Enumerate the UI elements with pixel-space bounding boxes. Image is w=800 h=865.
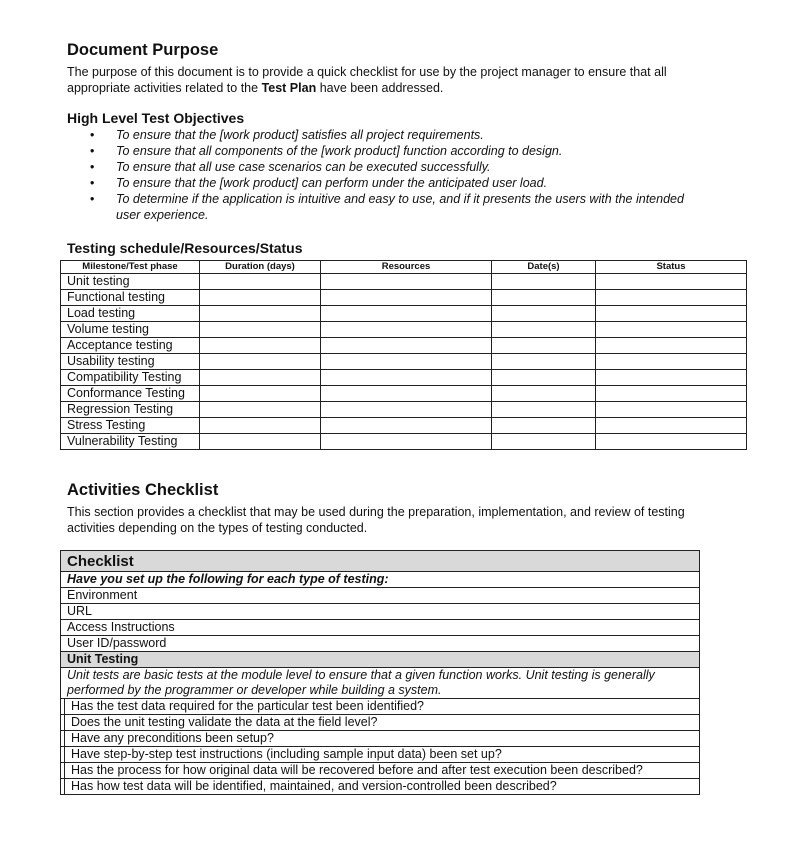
setup-item xyxy=(61,604,700,620)
empty-cell[interactable] xyxy=(321,434,492,450)
purpose-paragraph xyxy=(67,64,707,96)
setup-item-text: User ID/password xyxy=(61,636,700,652)
empty-cell[interactable] xyxy=(596,434,747,450)
empty-cell[interactable] xyxy=(321,354,492,370)
bullet-icon: • xyxy=(90,144,95,158)
table-row xyxy=(61,402,747,418)
checklist-question xyxy=(61,747,700,763)
activities-heading: Activities Checklist xyxy=(67,481,219,499)
empty-cell[interactable] xyxy=(200,338,321,354)
question-text: Has how test data will be identified, maintained, and version-controlled been described? xyxy=(65,779,700,795)
table-row xyxy=(61,354,747,370)
checklist-question xyxy=(61,763,700,779)
question-text: Has the test data required for the particular test been identified? xyxy=(65,699,700,715)
schedule-table xyxy=(60,260,747,450)
objectives-heading: High Level Test Objectives xyxy=(67,110,245,126)
schedule-heading: Testing schedule/Resources/Status xyxy=(67,240,303,256)
objective-item xyxy=(90,143,690,159)
table-row xyxy=(61,274,747,290)
empty-cell[interactable] xyxy=(492,306,596,322)
objective-text: To ensure that the [work product] satisfies all project requirements. xyxy=(116,128,484,142)
empty-cell[interactable] xyxy=(321,290,492,306)
phase-cell: Vulnerability Testing xyxy=(61,434,200,450)
empty-cell[interactable] xyxy=(596,322,747,338)
objective-item xyxy=(90,127,690,143)
empty-cell[interactable] xyxy=(596,290,747,306)
objective-item xyxy=(90,191,690,223)
objective-text: To ensure that all use case scenarios can be executed successfully. xyxy=(116,160,491,174)
empty-cell[interactable] xyxy=(200,354,321,370)
objective-item xyxy=(90,175,690,191)
table-row xyxy=(61,370,747,386)
phase-cell: Acceptance testing xyxy=(61,338,200,354)
column-header: Status xyxy=(596,261,747,274)
unit-testing-description xyxy=(61,668,700,699)
unit-testing-header xyxy=(61,652,700,668)
phase-cell: Volume testing xyxy=(61,322,200,338)
checklist-question xyxy=(61,699,700,715)
empty-cell[interactable] xyxy=(200,418,321,434)
empty-cell[interactable] xyxy=(492,338,596,354)
table-row xyxy=(61,290,747,306)
empty-cell[interactable] xyxy=(321,402,492,418)
empty-cell[interactable] xyxy=(492,434,596,450)
setup-item xyxy=(61,588,700,604)
table-row xyxy=(61,322,747,338)
checklist-question xyxy=(61,731,700,747)
setup-item-text: URL xyxy=(61,604,700,620)
phase-cell: Usability testing xyxy=(61,354,200,370)
empty-cell[interactable] xyxy=(492,322,596,338)
table-row xyxy=(61,338,747,354)
empty-cell[interactable] xyxy=(596,418,747,434)
empty-cell[interactable] xyxy=(492,386,596,402)
empty-cell[interactable] xyxy=(596,386,747,402)
checklist-table xyxy=(60,550,700,795)
activities-paragraph: This section provides a checklist that may be used during the preparation, implementation, and review of testing activities depending on the types of testing conducted. xyxy=(67,505,685,535)
empty-cell[interactable] xyxy=(492,274,596,290)
setup-item-text: Access Instructions xyxy=(61,620,700,636)
empty-cell[interactable] xyxy=(321,418,492,434)
phase-cell: Regression Testing xyxy=(61,402,200,418)
empty-cell[interactable] xyxy=(596,370,747,386)
phase-cell: Conformance Testing xyxy=(61,386,200,402)
empty-cell[interactable] xyxy=(492,402,596,418)
empty-cell[interactable] xyxy=(596,274,747,290)
empty-cell[interactable] xyxy=(596,306,747,322)
unit-testing-description-text: Unit tests are basic tests at the module level to ensure that a given function works. Unit testing is generally performed by the programmer or developer while building a system. xyxy=(61,668,700,699)
checklist-header-text: Checklist xyxy=(61,551,700,572)
empty-cell[interactable] xyxy=(492,418,596,434)
empty-cell[interactable] xyxy=(321,322,492,338)
empty-cell[interactable] xyxy=(321,370,492,386)
empty-cell[interactable] xyxy=(200,386,321,402)
empty-cell[interactable] xyxy=(200,434,321,450)
objective-text: To ensure that all components of the [work product] function according to design. xyxy=(116,144,563,158)
table-row xyxy=(61,386,747,402)
checklist-prompt xyxy=(61,572,700,588)
bullet-icon: • xyxy=(90,128,95,142)
question-text: Have any preconditions been setup? xyxy=(65,731,700,747)
objectives-list xyxy=(90,127,690,223)
checklist-question xyxy=(61,779,700,795)
objective-text: To ensure that the [work product] can perform under the anticipated user load. xyxy=(116,176,548,190)
empty-cell[interactable] xyxy=(596,338,747,354)
empty-cell[interactable] xyxy=(596,402,747,418)
empty-cell[interactable] xyxy=(200,290,321,306)
empty-cell[interactable] xyxy=(321,338,492,354)
checklist-prompt-text: Have you set up the following for each type of testing: xyxy=(61,572,700,588)
phase-cell: Unit testing xyxy=(61,274,200,290)
setup-item xyxy=(61,620,700,636)
column-header: Resources xyxy=(321,261,492,274)
empty-cell[interactable] xyxy=(200,402,321,418)
checklist-question xyxy=(61,715,700,731)
table-row xyxy=(61,306,747,322)
empty-cell[interactable] xyxy=(200,274,321,290)
unit-testing-header-text: Unit Testing xyxy=(61,652,700,668)
setup-item xyxy=(61,636,700,652)
column-header: Milestone/Test phase xyxy=(61,261,200,274)
test-plan-bold: Test Plan xyxy=(261,81,317,95)
empty-cell[interactable] xyxy=(200,306,321,322)
document-purpose-heading: Document Purpose xyxy=(67,41,219,59)
phase-cell: Load testing xyxy=(61,306,200,322)
phase-cell: Compatibility Testing xyxy=(61,370,200,386)
bullet-icon: • xyxy=(90,192,95,206)
bullet-icon: • xyxy=(90,160,95,174)
empty-cell[interactable] xyxy=(492,370,596,386)
objective-text: To determine if the application is intuitive and easy to use, and if it presents the users with the intended user experience. xyxy=(116,192,684,222)
question-text: Does the unit testing validate the data at the field level? xyxy=(65,715,700,731)
empty-cell[interactable] xyxy=(321,306,492,322)
empty-cell[interactable] xyxy=(321,386,492,402)
purpose-text-end: have been addressed. xyxy=(316,81,444,95)
setup-item-text: Environment xyxy=(61,588,700,604)
question-text: Have step-by-step test instructions (including sample input data) been set up? xyxy=(65,747,700,763)
purpose-text: The purpose of this document is to provide a quick checklist for use by the project manager to ensure that all appropriate activities related to the xyxy=(67,65,667,95)
table-row xyxy=(61,434,747,450)
empty-cell[interactable] xyxy=(492,290,596,306)
empty-cell[interactable] xyxy=(321,274,492,290)
column-header: Duration (days) xyxy=(200,261,321,274)
phase-cell: Functional testing xyxy=(61,290,200,306)
bullet-icon: • xyxy=(90,176,95,190)
empty-cell[interactable] xyxy=(200,370,321,386)
table-row xyxy=(61,418,747,434)
question-text: Has the process for how original data will be recovered before and after test execution been described? xyxy=(65,763,700,779)
empty-cell[interactable] xyxy=(596,354,747,370)
column-header: Date(s) xyxy=(492,261,596,274)
empty-cell[interactable] xyxy=(200,322,321,338)
checklist-header xyxy=(61,551,700,572)
empty-cell[interactable] xyxy=(492,354,596,370)
objective-item xyxy=(90,159,690,175)
phase-cell: Stress Testing xyxy=(61,418,200,434)
